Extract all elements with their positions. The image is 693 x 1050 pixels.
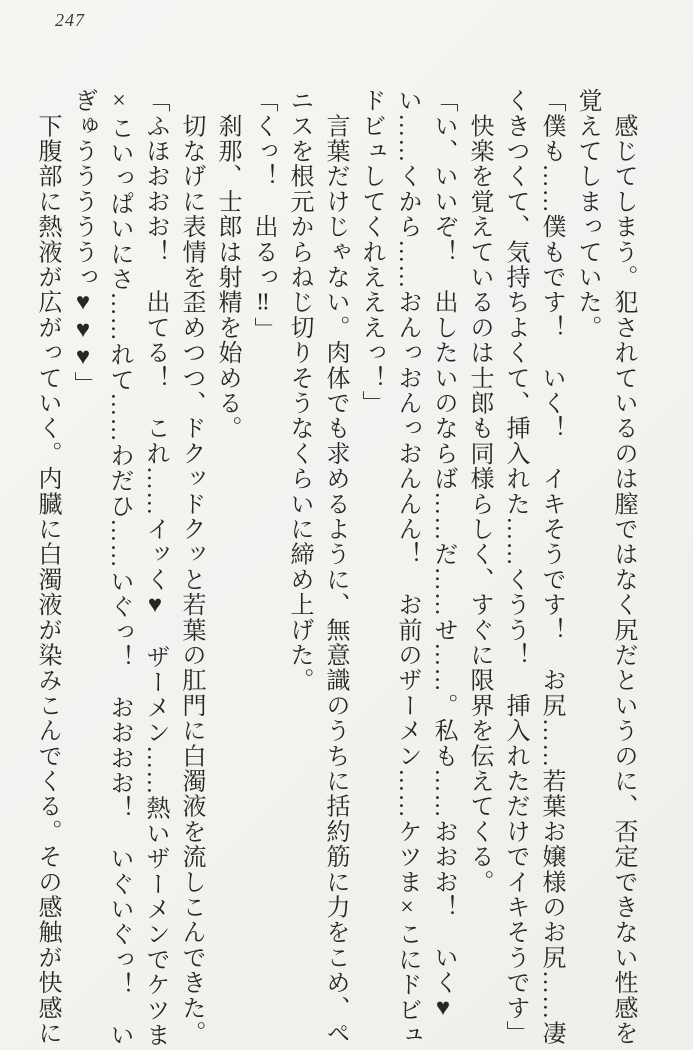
text-line-13: 切なげに表情を歪めつつ、ドクッドクッと若葉の肛門に白濁液を流しこんできた。 [178, 88, 204, 1046]
text-line-10: ニスを根元からねじ切りそうなくらいに締め上げた。 [286, 88, 312, 693]
text-line-16: ぎゅうううううっ♥♥♥」 [70, 88, 96, 397]
text-line-5: 快楽を覚えているのは士郎も同様らしく、すぐに限界を伝えてくる。 [466, 88, 492, 895]
text-line-2: 覚えてしまっていた。 [574, 88, 600, 340]
text-line-17: 下腹部に熱液が広がっていく。内臓に白濁液が染みこんでくる。その感触が快感に [34, 88, 60, 1046]
text-line-12: 刹那、士郎は射精を始める。 [214, 88, 240, 441]
vertical-text-block [29, 88, 641, 1048]
page-number: 247 [55, 10, 85, 30]
text-line-15: ×こいっぱいにさ……れて……わだひ……いぐっ！ おおおお！ いぐいぐっ！ い [106, 88, 132, 1048]
text-line-14: 「ふほおおお！ 出てる！ これ……イッく♥ ザーメン……熱いザーメンでケツま [142, 88, 168, 1048]
text-line-1: 感じてしまう。犯されているのは膣ではなく尻だというのに、否定できない性感を [610, 88, 636, 1046]
text-line-3: 「僕も……僕もです！ いく！ イキそうです！ お尻……若葉お嬢様のお尻……凄 [538, 88, 564, 1046]
text-line-6: 「い、いいぞ！ 出したいのならば……だ……せ……。私も……おおお！ いく♥ [430, 88, 456, 1023]
text-line-9: 言葉だけじゃない。肉体でも求めるように、無意識のうちに括約筋に力をこめ、ペ [322, 88, 348, 1046]
text-line-11: 「くっ！ 出るっ‼」 [250, 88, 276, 342]
text-line-4: くきつくて、気持ちよくて、挿入れた……くうう！ 挿入れただけでイキそうです」 [502, 88, 528, 1046]
text-line-8: ドビュしてくれえええっ！」 [358, 88, 384, 416]
text-line-7: い……くから……おんっおんっおんんん！ お前のザーメン……ケツま×こにドビュ [394, 88, 420, 1048]
